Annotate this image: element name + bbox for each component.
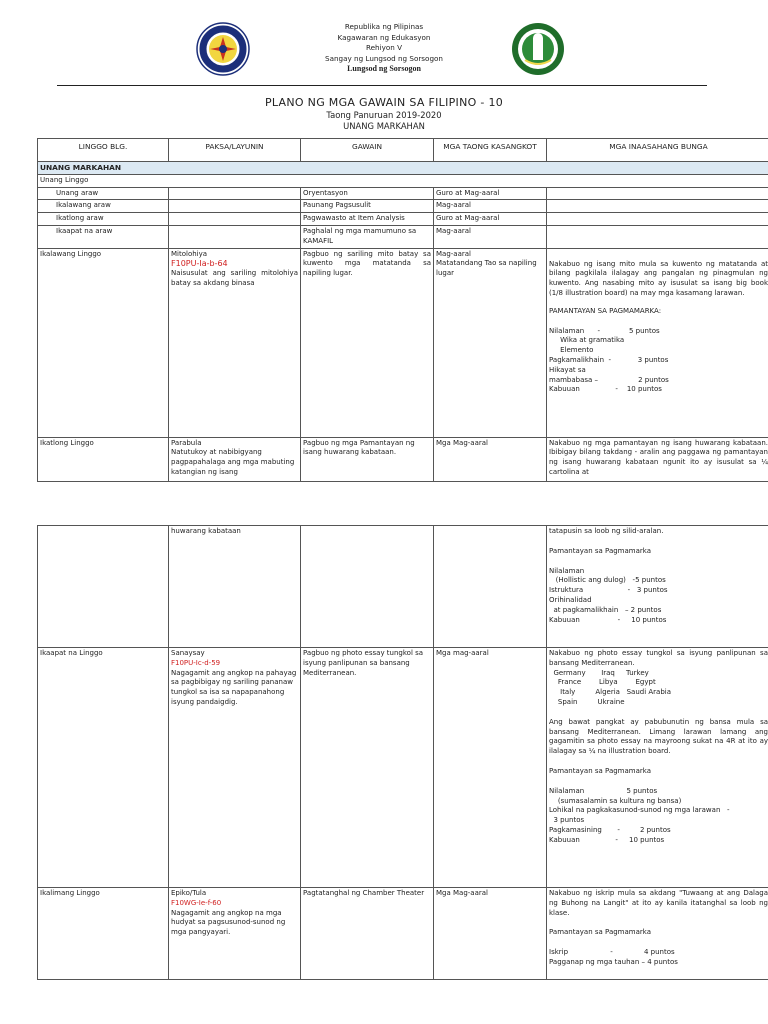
week4-paksa [169,648,301,888]
week2-label: Ikalawang Linggo [38,248,169,437]
table-row [38,248,768,437]
school-year: Taong Panuruan 2019-2020 [326,110,442,120]
col-header-bunga: MGA INAASAHANG BUNGA [547,139,768,162]
week3-bunga-cont-text: tatapusin sa loob ng silid-aralan. [549,527,664,535]
plan-table-page-2 [37,525,768,980]
week3-gawain: Pagbuo ng mga Pamantayan ng isang huwarang kabataan. [301,437,434,481]
country-line: France Libya Egypt [549,678,656,687]
empty-cell [547,213,768,226]
rubric-line: (sumasalamin sa kultura ng bansa) [549,796,682,805]
rubric-line: Kabuuan - 10 puntos [549,385,662,394]
day-label: Ikatlong araw [38,213,169,226]
rubric-line: Orihinalidad [549,595,592,604]
week5-topic: Epiko/Tula [171,889,207,897]
week2-kasangkot [434,248,547,437]
agency-header [250,22,518,75]
week4-rubric-title: Pamantayan sa Pagmamarka [549,766,651,775]
week3-kasangkot: Mga Mag-aaral [434,437,547,481]
rubric-line: Nilalaman [549,566,585,575]
section-row [38,162,768,175]
table-row [38,213,768,226]
rubric-line: at pagkamalikhain – 2 puntos [549,605,662,614]
week2-rubric-title: PAMANTAYAN SA PAGMAMARKA: [549,306,662,315]
day-gawain: Oryentasyon [301,187,434,200]
empty-cell [169,225,301,248]
week3-topic: Parabula [171,438,202,447]
week4-bunga-text-2: Ang bawat pangkat ay pabubunutin ng bansa mula sa bansang Mediterranean. Limang larawan lamang ang gagamitin sa photo essay na mayroong sukat na 4R at ito ay ilalagay sa ¼ na illustration board. [549,717,768,756]
plan-table-page-1 [37,138,768,482]
week5-bunga-text: Nakabuo ng iskrip mula sa akdang "Tuwaang at ang Dalaga ng Buhong na Langit" at ito ay kanila itatanghal sa loob ng klase. [549,889,768,917]
week5-bunga [547,888,768,980]
rubric-line: Lohikal na pagkakasunod-sunod ng mga larawan - [549,806,730,815]
week4-gawain: Pagbuo ng photo essay tungkol sa isyung panlipunan sa bansang Mediterranean. [301,648,434,888]
quarter-label: UNANG MARKAHAN [343,121,425,131]
week4-label: Ikaapat na Linggo [38,648,169,888]
table-row [38,437,768,481]
empty-cell [169,213,301,226]
empty-cell [547,225,768,248]
week5-rubric-title: Pamantayan sa Pagmamarka [549,928,651,937]
week3-rubric-title: Pamantayan sa Pagmamarka [549,546,651,555]
day-gawain: Pagwawasto at Item Analysis [301,213,434,226]
day-gawain: Paunang Pagsusulit [301,200,434,213]
week4-rubric [549,787,768,846]
rubric-line: mambabasa – 2 puntos [549,375,669,384]
rubric-line: Nilalaman - 5 puntos [549,326,660,335]
table-row [38,174,768,187]
rubric-line: Kabuuan - 10 puntos [549,615,667,624]
table-row [38,200,768,213]
week2-bunga-text: Nakabuo ng isang mito mula sa kuwento ng matatanda at bilang pagkilala ilalagay ang pangalan ng pinagmulan ng kuwento. Ang nasabing mito ay isusulat sa isang big book (1/8 illustration board) na may mga kasamang larawan. [549,259,768,297]
rubric-line: Pagkamalikhain - 3 puntos [549,355,669,364]
day-kasangkot: Guro at Mag-aaral [434,187,547,200]
empty-cell [38,526,169,648]
week4-bunga-text: Nakabuo ng photo essay tungkol sa isyung panlipunan sa bansang Mediterranean. [549,649,768,667]
week5-objective: Nagagamit ang angkop na mga hudyat sa pagsusunod-sunod ng mga pangyayari. [171,908,286,937]
rubric-line: Elemento [549,346,594,355]
empty-cell [169,200,301,213]
table-header-row [38,139,768,162]
week4-countries [549,669,768,708]
week5-paksa [169,888,301,980]
day-kasangkot: Mag-aaral [434,200,547,213]
country-line: Spain Ukraine [549,697,625,706]
rubric-line: Iskrip - 4 puntos [549,948,675,957]
rubric-line: 3 puntos [549,816,585,825]
week2-gawain: Pagbuo ng sariling mito batay sa kuwento mga matatanda sa napiling lugar. [301,248,434,437]
day-label: Ikalawang araw [38,200,169,213]
week3-bunga: Nakabuo ng mga pamantayan ng isang huwarang kabataan. Ibibigay bilang takdang - aralin ang paggawa ng pamantayan ng isang huwarang kabataan ngunit ito ay isusulat sa ¼ cartolina at [547,437,768,481]
week3-objective-cont: huwarang kabataan [169,526,301,648]
table-row [38,888,768,980]
rubric-line: Pagkamasining - 2 puntos [549,825,671,834]
week4-code: F10PU-Ic-d-59 [171,658,221,667]
week3-objective: Natutukoy at nabibigyang pagpapahalaga ang mga mabuting katangian ng isang [171,448,295,476]
week5-gawain: Pagtatanghal ng Chamber Theater [301,888,434,980]
table-row [38,648,768,888]
week2-topic: Mitolohiya [171,249,208,258]
header-line-5: Lungsod ng Sorsogon [347,64,421,74]
division-seal [511,22,565,76]
week3-rubric [549,567,768,626]
empty-cell [547,187,768,200]
rubric-line: (Hollistic ang dulog) -5 puntos [549,576,666,585]
header-divider [57,85,707,86]
col-header-kasangkot: MGA TAONG KASANGKOT [434,139,547,162]
document-title: PLANO NG MGA GAWAIN SA FILIPINO - 10 [264,96,504,109]
rubric-line: Pagganap ng mga tauhan – 4 puntos [549,957,678,966]
week2-kasangkot-1: Mag-aaral [436,249,471,258]
day-gawain: Paghalal ng mga mamumuno sa KAMAFIL [301,225,434,248]
day-label: Ikaapat na araw [38,225,169,248]
header-line-4: Sangay ng Lungsod ng Sorsogon [325,53,443,63]
rubric-line: Nilalaman 5 puntos [549,786,658,795]
header-line-3: Rehiyon V [365,43,403,53]
week3-bunga-cont [547,526,768,648]
week5-code: F10WG-Ie-f-60 [171,898,222,907]
empty-cell [169,187,301,200]
empty-cell [301,526,434,648]
section-label: UNANG MARKAHAN [38,162,768,175]
week5-rubric [549,948,768,968]
table-row [38,526,768,648]
table-row [38,187,768,200]
week2-bunga [547,248,768,437]
week4-bunga [547,648,768,888]
col-header-paksa: PAKSA/LAYUNIN [169,139,301,162]
week1-label: Unang Linggo [38,174,768,187]
deped-seal [196,22,250,76]
rubric-line: Istruktura - 3 puntos [549,586,668,595]
rubric-line: Hikayat sa [549,365,586,374]
header-line-2: Kagawaran ng Edukasyon [337,32,431,42]
week4-kasangkot: Mga mag-aaral [434,648,547,888]
week2-code: F10PU-Ia-b-64 [171,259,228,269]
day-kasangkot: Mag-aaral [434,225,547,248]
empty-cell [547,200,768,213]
week2-kasangkot-2: Matatandang Tao sa napiling lugar [436,259,537,278]
country-line: Italy Algeria Saudi Arabia [549,688,672,697]
empty-cell [434,526,547,648]
week5-label: Ikalimang Linggo [38,888,169,980]
week3-paksa [169,437,301,481]
col-header-linggo: LINGGO BLG. [38,139,169,162]
week4-topic: Sanaysay [171,649,205,657]
week2-objective: Naisusulat ang sariling mitolohiya batay sa akdang binasa [171,269,298,287]
day-label: Unang araw [38,187,169,200]
header-line-1: Republika ng Pilipinas [344,22,424,31]
col-header-gawain: GAWAIN [301,139,434,162]
week2-paksa [169,248,301,437]
table-row [38,225,768,248]
day-kasangkot: Guro at Mag-aaral [434,213,547,226]
country-line: Germany Iraq Turkey [549,668,649,677]
week3-label: Ikatlong Linggo [38,437,169,481]
rubric-line: Kabuuan - 10 puntos [549,835,665,844]
week2-rubric [549,327,768,396]
week4-objective: Nagagamit ang angkop na pahayag sa pagbibigay ng sariling pananaw tungkol sa isa sa napapanahong isyung pandaigdig. [171,668,297,706]
week5-kasangkot: Mga Mag-aaral [434,888,547,980]
rubric-line: Wika at gramatika [549,336,625,345]
